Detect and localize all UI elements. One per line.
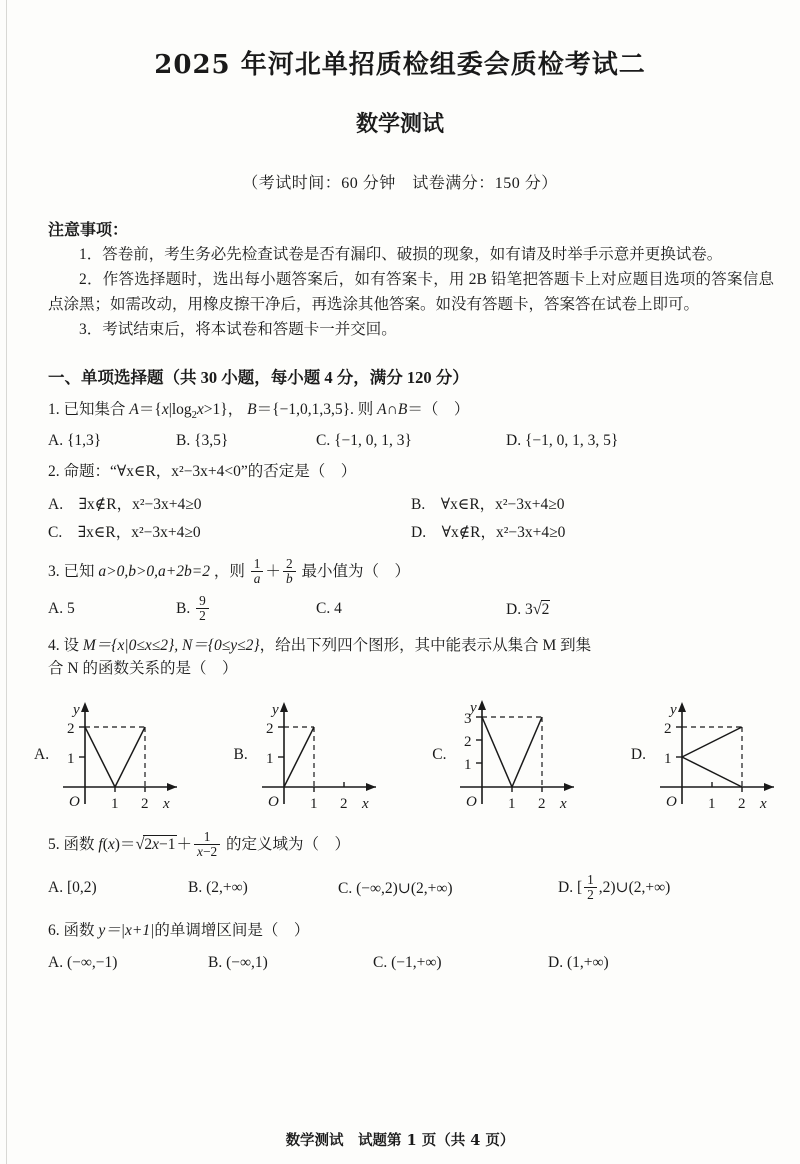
graph-C-ytick-1: 1 bbox=[464, 757, 472, 774]
option-5-D[interactable]: D. [ $\frac{1}{2}$ ,2)∪(2,+∞) bbox=[558, 872, 671, 902]
question-4-line2: 合 N 的函数关系的是（ ） bbox=[48, 659, 238, 677]
option-6-B[interactable]: B. (−∞,1) bbox=[208, 954, 268, 972]
option-1-A[interactable]: A. {1,3} bbox=[48, 432, 102, 450]
graph-option-D[interactable] bbox=[631, 692, 790, 817]
question-2 bbox=[0, 450, 800, 483]
graph-D-xtick-1: 1 bbox=[708, 796, 716, 813]
graph-option-C[interactable] bbox=[432, 692, 590, 817]
graph-B-label: B. bbox=[233, 745, 248, 763]
question-4-graphs bbox=[0, 680, 800, 817]
graph-D-xlabel: x bbox=[760, 796, 767, 813]
notice-item-3: 3．考试结束后，将本试卷和答题卡一并交回。 bbox=[79, 321, 397, 339]
notice-item-1: 1．答卷前，考生务必先检查试卷是否有漏印、破损的现象，如有请及时举手示意并更换试卷。 bbox=[79, 246, 723, 263]
exam-info: （考试时间：60 分钟 试卷满分：150 分） bbox=[242, 175, 558, 192]
option-1-D[interactable]: D. {−1, 0, 1, 3, 5} bbox=[506, 432, 619, 450]
fraction-1-over-2: $\frac{1}{2}$ bbox=[584, 873, 597, 902]
graph-C-ytick-2: 2 bbox=[464, 734, 472, 751]
graph-A-xtick-2: 2 bbox=[141, 796, 149, 813]
question-3-number: 3. bbox=[48, 562, 60, 580]
question-5: 5. 函数 f(x)＝√2x−1＋ $\frac{1}{x-2}$ 的定义域为（ ） bbox=[48, 829, 351, 860]
question-2-stem: 命题：“∀x∈R，x²−3x+4<0”的否定是（ ） bbox=[63, 463, 357, 481]
graph-B-xtick-1: 1 bbox=[309, 796, 318, 813]
option-1-C[interactable]: C. {−1, 0, 1, 3} bbox=[316, 432, 412, 450]
question-1-stem-prefix: 已知集合 bbox=[63, 401, 126, 419]
question-1-options bbox=[0, 424, 800, 450]
notice-item-2: 2．作答选择题时，选出每小题答案后，如有答案卡，用 2B 铅笔把答题卡上对应题目选项的答案信息点涂黑；如需改动，用橡皮擦干净后，再选涂其他答案。如没有答题卡，答案答在试卷上即可。 bbox=[48, 271, 774, 314]
question-3-options bbox=[0, 587, 800, 624]
question-3-tail: 最小值为（ ） bbox=[301, 562, 410, 580]
graph-A-xtick-1: 1 bbox=[111, 796, 119, 813]
graph-C-label: C. bbox=[432, 745, 447, 763]
option-5-C[interactable]: C. (−∞,2)∪(2,+∞) bbox=[338, 879, 453, 897]
question-4-sets: M＝{x|0≤x≤2}, N＝{0≤y≤2} bbox=[82, 636, 260, 654]
graph-option-A[interactable] bbox=[34, 692, 193, 817]
graph-B-ytick-1: 1 bbox=[265, 751, 274, 768]
graph-A-label: A. bbox=[34, 745, 50, 763]
graph-C-xtick-1: 1 bbox=[508, 796, 516, 813]
option-2-D[interactable]: D. ∀x∉R，x²−3x+4≥0 bbox=[411, 523, 566, 541]
graph-B-ytick-2: 2 bbox=[265, 721, 274, 738]
option-6-A[interactable]: A. (−∞,−1) bbox=[48, 954, 118, 972]
graph-A-ytick-1: 1 bbox=[67, 751, 75, 768]
graph-B-figure bbox=[252, 692, 392, 817]
question-1-stem-suffix: 则 bbox=[357, 401, 374, 419]
graph-A-figure bbox=[53, 692, 193, 817]
notice-body bbox=[0, 240, 800, 342]
section-heading: 一、单项选择题（共 30 小题，每小题 4 分，满分 120 分） bbox=[48, 368, 469, 388]
option-5-B[interactable]: B. (2,+∞) bbox=[188, 879, 248, 897]
page-edge-line bbox=[6, 0, 7, 1164]
graph-A-xlabel: x bbox=[163, 796, 170, 813]
option-6-C[interactable]: C. (−1,+∞) bbox=[373, 954, 442, 972]
graph-D-ytick-2: 2 bbox=[664, 721, 672, 738]
graph-D-ytick-1: 1 bbox=[664, 751, 672, 768]
graph-C-ylabel: y bbox=[470, 700, 478, 717]
question-4-line1-prefix: 设 bbox=[63, 636, 80, 654]
graph-D-ylabel: y bbox=[670, 702, 677, 719]
graph-B-xlabel: x bbox=[361, 796, 369, 813]
question-3-condition: a>0,b>0,a+2b=2 bbox=[98, 562, 210, 580]
question-6 bbox=[0, 903, 800, 942]
question-1: 1. 已知集合 $A=\{x|\log_2x>1\}$， B＝{−1,0,1,3,5}. 则 A∩B＝（ ） bbox=[48, 401, 470, 422]
graph-A-ylabel: y bbox=[73, 702, 80, 719]
graph-B-origin: O bbox=[267, 794, 279, 811]
question-5-stem-prefix: 函数 bbox=[63, 836, 95, 854]
question-6-stem-prefix: 函数 bbox=[63, 921, 95, 939]
question-5-number: 5. bbox=[48, 836, 60, 854]
question-6-options bbox=[0, 942, 800, 972]
question-5-stem-suffix: 的定义域为（ ） bbox=[226, 836, 351, 854]
question-3-stem-prefix: 已知 bbox=[63, 562, 95, 580]
graph-C-origin: O bbox=[466, 794, 478, 811]
graph-C-xlabel: x bbox=[560, 796, 568, 813]
question-2-number: 2. bbox=[48, 463, 60, 481]
question-1-number: 1. bbox=[48, 401, 60, 419]
option-6-D[interactable]: D. (1,+∞) bbox=[548, 954, 609, 972]
option-3-D[interactable]: D. 3√2 bbox=[506, 599, 550, 618]
option-3-B[interactable]: B. $\frac{9}{2}$ bbox=[176, 595, 316, 624]
question-6-number: 6. bbox=[48, 921, 60, 939]
question-3-mid: ，则 bbox=[213, 562, 245, 580]
graph-D-figure bbox=[650, 692, 790, 817]
graph-D-label: D. bbox=[630, 745, 646, 763]
graph-D-origin: O bbox=[666, 794, 677, 811]
graph-D-xtick-2: 2 bbox=[738, 796, 746, 813]
graph-B-ylabel: y bbox=[271, 702, 279, 719]
option-5-A[interactable]: A. [0,2) bbox=[48, 879, 97, 897]
fraction-9-over-2: $\frac{9}{2}$ bbox=[196, 594, 209, 623]
question-4-line1-suffix: ，给出下列四个图形，其中能表示从集合 M 到集 bbox=[259, 636, 592, 654]
graph-A-origin: O bbox=[69, 794, 80, 811]
option-1-B[interactable]: B. {3,5} bbox=[176, 432, 229, 450]
graph-A-ytick-2: 2 bbox=[67, 721, 75, 738]
option-3-A[interactable]: A. 5 bbox=[48, 600, 75, 618]
question-2-options bbox=[0, 484, 800, 548]
graph-option-B[interactable] bbox=[234, 692, 392, 817]
option-2-A[interactable]: A. ∃x∉R，x²−3x+4≥0 bbox=[48, 495, 202, 513]
fraction-2-over-b: $\frac{2}{b}$ bbox=[283, 557, 296, 586]
page-footer: 数学测试 试题第 1 页（共 4 页） bbox=[285, 1132, 515, 1149]
question-4-number: 4. bbox=[48, 636, 60, 654]
option-2-B[interactable]: B. ∀x∈R，x²−3x+4≥0 bbox=[411, 495, 565, 513]
question-4 bbox=[0, 624, 800, 681]
question-1-tail: ＝（ ） bbox=[407, 401, 470, 419]
question-6-function: y＝|x+1| bbox=[98, 921, 155, 939]
graph-C-xtick-2: 2 bbox=[538, 796, 546, 813]
sqrt-2: √2 bbox=[532, 599, 550, 618]
option-3-C[interactable]: C. 4 bbox=[316, 600, 342, 618]
question-3: 3. 已知 a>0,b>0,a+2b=2 ，则 $\frac{1}{a}$ ＋ $\frac{2}{b}$ 最小值为（ ） bbox=[48, 555, 410, 586]
option-2-C[interactable]: C. ∃x∈R，x²−3x+4≥0 bbox=[48, 523, 201, 541]
question-6-stem-suffix: 的单调增区间是（ ） bbox=[154, 921, 310, 939]
notice-heading: 注意事项： bbox=[48, 222, 129, 239]
graph-C-ytick-3: 3 bbox=[464, 711, 472, 728]
graph-B-xtick-2: 2 bbox=[339, 796, 348, 813]
page-title: 2025 年河北单招质检组委会质检考试二 bbox=[154, 50, 646, 80]
question-5-options bbox=[0, 860, 800, 903]
graph-C-figure bbox=[450, 692, 590, 817]
fraction-1-over-x-minus-2: $\frac{1}{x-2}$ bbox=[194, 830, 220, 859]
sqrt-2x-minus-1: √2x−1 bbox=[135, 835, 176, 854]
page-subtitle: 数学测试 bbox=[355, 111, 444, 137]
fraction-1-over-a: $\frac{1}{a}$ bbox=[251, 557, 264, 586]
